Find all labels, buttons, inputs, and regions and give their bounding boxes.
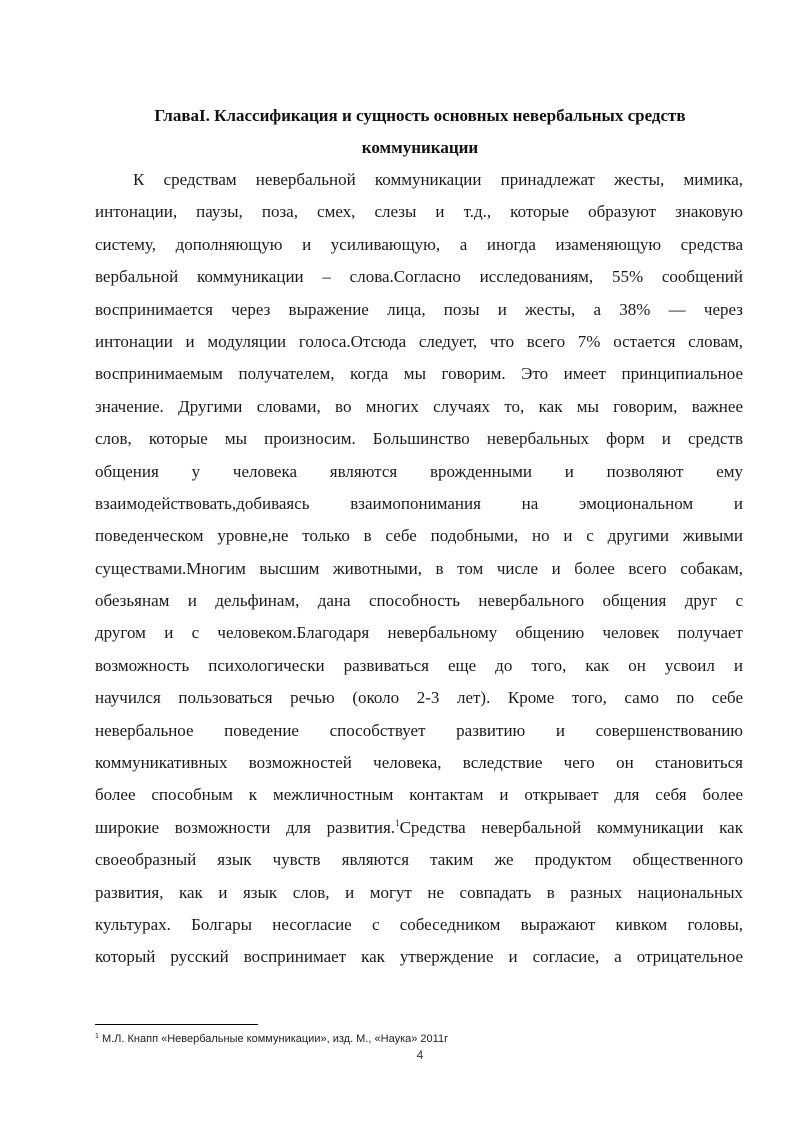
text-line: своеобразный язык чувств являются таким же продуктом общественного bbox=[95, 850, 743, 870]
chapter-heading bbox=[95, 100, 745, 164]
footnote-marker: 1 bbox=[95, 1033, 99, 1040]
footnote-separator bbox=[95, 1024, 258, 1025]
text-line: коммуникативных возможностей человека, вследствие чего он становиться bbox=[95, 753, 743, 773]
text-line: воспринимаемым получателем, когда мы говорим. Это имеет принципиальное bbox=[95, 364, 743, 384]
text-line: интонации и модуляции голоса.Отсюда следует, что всего 7% остается словам, bbox=[95, 331, 743, 351]
text-line: существами.Многим высшим животными, в том числе и более всего собакам, bbox=[95, 558, 743, 578]
text-line-with-footnote-ref bbox=[95, 812, 743, 844]
text-line: воспринимается через выражение лица, позы и жесты, а 38% — через bbox=[95, 299, 743, 319]
text-line: научился пользоваться речью (около 2-3 лет). Кроме того, само по себе bbox=[95, 688, 743, 708]
footnote-text: М.Л. Кнапп «Невербальные коммуникации», изд. М., «Наука» 2011г bbox=[98, 1033, 449, 1045]
text-line: слов, которые мы произносим. Большинство невербальных форм и средств bbox=[95, 429, 743, 449]
footnote bbox=[95, 1032, 735, 1046]
text-line: более способным к межличностным контактам и открывает для себя более bbox=[95, 785, 743, 805]
text-line: развития, как и язык слов, и могут не совпадать в разных национальных bbox=[95, 882, 743, 902]
text-line: культурах. Болгары несогласие с собеседником выражают кивком головы, bbox=[95, 914, 743, 934]
text-line: который русский воспринимает как утверждение и согласие, а отрицательное bbox=[95, 947, 743, 967]
text-line: общения у человека являются врожденными и позволяют ему bbox=[95, 461, 743, 481]
chapter-heading-line-1: ГлаваI. Классификация и сущность основных невербальных средств bbox=[154, 106, 686, 125]
text-line: интонации, паузы, поза, смех, слезы и т.д., которые образуют знаковую bbox=[95, 202, 743, 222]
text-line: поведенческом уровне,не только в себе подобными, но и с другими живыми bbox=[95, 526, 743, 546]
text-segment: широкие возможности для развития. bbox=[95, 817, 396, 837]
text-line: значение. Другими словами, во многих случаях то, как мы говорим, важнее bbox=[95, 396, 743, 416]
text-line: невербальное поведение способствует развитию и совершенствованию bbox=[95, 720, 743, 740]
page-number: 4 bbox=[416, 1048, 424, 1062]
footnote-reference[interactable]: 1 bbox=[395, 817, 400, 828]
chapter-heading-line-2: коммуникации bbox=[361, 138, 479, 157]
text-line: другом и с человеком.Благодаря невербальному общению человек получает bbox=[95, 623, 743, 643]
text-line: возможность психологически развиваться еще до того, как он усвоил и bbox=[95, 655, 743, 675]
text-line: обезьянам и дельфинам, дана способность невербального общения друг с bbox=[95, 591, 743, 611]
text-segment: Средства невербальной коммуникации как bbox=[399, 817, 743, 837]
body-paragraph bbox=[95, 164, 743, 974]
text-line: систему, дополняющую и усиливающую, а иногда изаменяющую средства bbox=[95, 234, 743, 254]
text-line: взаимодействовать,добиваясь взаимопонимания на эмоциональном и bbox=[95, 493, 743, 513]
text-line: К средствам невербальной коммуникации принадлежат жесты, мимика, bbox=[133, 170, 743, 189]
text-line: вербальной коммуникации – слова.Согласно исследованиям, 55% сообщений bbox=[95, 267, 743, 287]
